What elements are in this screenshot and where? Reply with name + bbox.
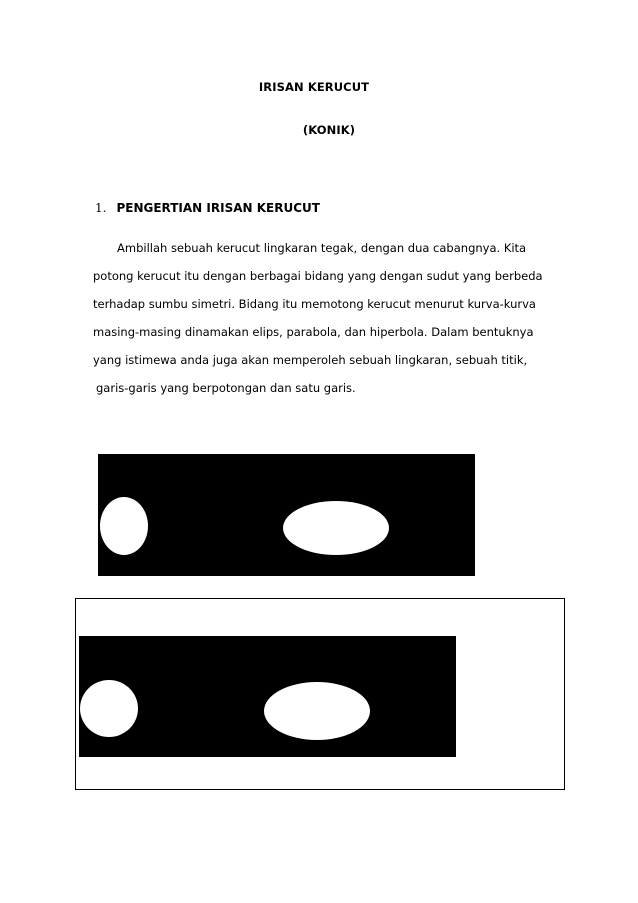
ellipse-shape (264, 682, 370, 740)
page-subtitle: (KONIK) (302, 123, 356, 137)
conic-figure-2-frame (75, 598, 565, 790)
ellipse-shape (283, 501, 389, 555)
conic-figure-1 (98, 454, 475, 576)
circle-shape (80, 680, 138, 737)
circle-shape (100, 497, 148, 555)
paragraph-line: garis-garis yang berpotongan dan satu garis. (96, 381, 356, 395)
paragraph-line: Ambillah sebuah kerucut lingkaran tegak, dengan dua cabangnya. Kita (117, 241, 527, 255)
section-heading-text: PENGERTIAN IRISAN KERUCUT (116, 201, 320, 215)
section-heading (95, 201, 320, 215)
paragraph-line: masing-masing dinamakan elips, parabola, dan hiperbola. Dalam bentuknya (93, 325, 534, 339)
paragraph-line: potong kerucut itu dengan berbagai bidang yang dengan sudut yang berbeda (93, 269, 543, 283)
paragraph-line: yang istimewa anda juga akan memperoleh sebuah lingkaran, sebuah titik, (93, 353, 528, 367)
conic-figure-2 (79, 636, 456, 757)
page-title: IRISAN KERUCUT (258, 80, 370, 94)
section-number: 1. (95, 201, 107, 215)
paragraph-line: terhadap sumbu simetri. Bidang itu memotong kerucut menurut kurva-kurva (93, 297, 536, 311)
